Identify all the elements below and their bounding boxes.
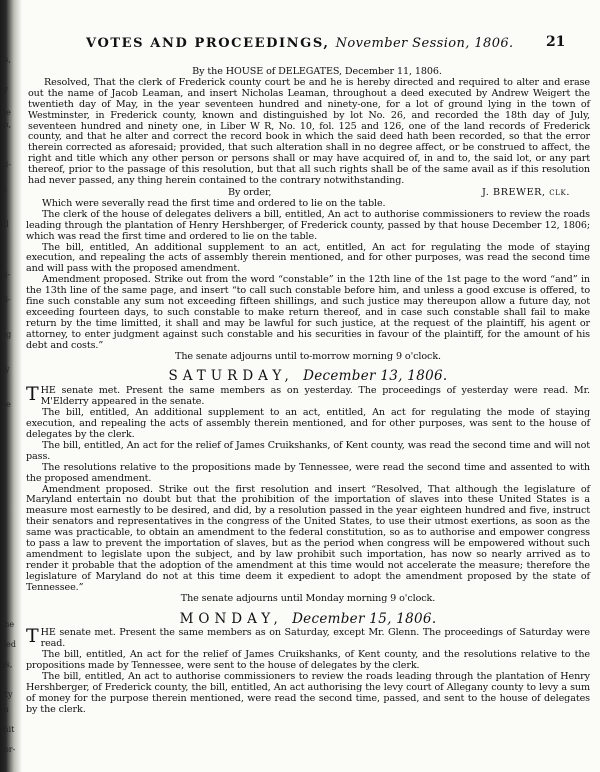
monday-heading xyxy=(26,610,590,627)
margin-fragment: for- xyxy=(1,745,16,754)
delegates-resolution xyxy=(26,67,590,199)
monday-opening xyxy=(26,625,590,650)
margin-fragment: ci- xyxy=(1,295,11,304)
margin-fragments xyxy=(1,0,15,772)
saturday-paragraphs xyxy=(26,408,590,593)
paragraph: Amendment proposed. Strike out from the word “constable” in the 12th line of the 1st page to the word “and” in the 13th line of the same page, and insert “to call such constable before him, and unless a good excuse is offered, to fine such constable any sum not exceeding fifteen shillings, and such justice may thereupon allow a future day, not exceeding fourteen days, to such constable to make return thereof, and in case such constable shall fail to make return by the time limitted, it shall and may be lawful for such justice, at the request of the plaintiff, his agent or attorney, to enter judgment against such constable and his securities in favour of the plaintiff, for the amount of his debt and costs.” xyxy=(26,274,590,351)
monday-opening-text: HE senate met. Present the same members as on Saturday, except Mr. Glenn. The proceedings of Saturday were read. xyxy=(40,627,590,650)
paragraph: The bill, entitled, An additional supplement to an act, entitled, An act for regulating the mode of staying execution, and repealing the acts of assembly therein mentioned, and for other purposes, was sent to the house of delegates by the clerk. xyxy=(26,407,590,440)
margin-fragment: ai- xyxy=(1,160,12,169)
margin-fragment: es, xyxy=(1,660,13,669)
paragraph: The bill, entitled, An act for the relief of James Cruikshanks, of Kent county, was read the second time and will not pass. xyxy=(26,439,590,462)
monday-paragraphs xyxy=(26,650,590,715)
margin-fragment: rty xyxy=(1,690,13,699)
saturday-date: December 13, 1806. xyxy=(303,368,448,385)
paragraph: The bill, entitled, An act for the relief of James Cruikshanks, of Kent county, and the resolutions relative to the propositions made by Tennessee, were sent to the house of delegates by the clerk. xyxy=(26,649,590,672)
dec11-proceedings xyxy=(26,199,590,352)
saturday-heading xyxy=(26,368,590,385)
paragraph: The bill, entitled, An additional supplement to an act, entitled, An act for regulating the mode of staying execution, and repealing the acts of assembly therein mentioned, and for other purposes, was read the second time and will pass with the proposed amendment. xyxy=(26,241,590,275)
monday-date: December 15, 1806. xyxy=(292,610,437,627)
paragraph: Amendment proposed. Strike out the first resolution and insert “Resolved, That although the legislature of Maryland entertain no doubt but that the prohibition of the importation of slaves into these United States is a measure most earnestly to be desired, and did, by a resolution passed in the year eighteen hundred and five, instruct their senators and representatives in the congress of the United States, to use their utmost exertions, as soon as the same was practicable, to obtain an amendment to the federal constitution, so as to authorise and empower congress to pass a law to prevent the importation of slaves, but as the period when congress will be empowered without such amendment to legislate upon the subject, and by law prohibit such importation, has now so nearly arrived as to render it probable that the adoption of the amendment at this time would not accelerate the measure; therefore the legislature of Maryland do not at this time deem it expedient to adopt the amendment proposed by the state of Tennessee.” xyxy=(26,483,590,593)
margin-fragment: lt xyxy=(1,185,7,194)
running-head-title: VOTES AND PROCEEDINGS, xyxy=(86,36,330,51)
running-head xyxy=(86,36,514,51)
drop-cap: T xyxy=(26,625,39,648)
margin-fragment: si- xyxy=(1,270,11,279)
paragraph: The resolutions relative to the propositions made by Tennessee, were read the second time and assented to with the proposed amendment. xyxy=(26,461,590,484)
paragraph: The clerk of the house of delegates delivers a bill, entitled, An act to authorise commissioners to review the roads leading through the plantation of Henry Hershberger, of Frederick county, passed by that house December 12, 1806; which was read the first time and ordered to lie on the table. xyxy=(26,208,590,242)
saturday-opening xyxy=(26,383,590,408)
resolution-text: Resolved, That the clerk of Frederick county court be and he is hereby directed and required to alter and erase out the name of Jacob Leaman, and insert Nicholas Leaman, throughout a deed executed by Andrew Weigert the twentieth day of May, in the year seventeen hundred and ninety-one, for a lot of ground lying in the town of Westminster, in Frederick county, known and distinguished by lot No. 26, and recorded the 18th day of July, seventeen hundred and ninety one, in Liber W R, No. 10, fol. 125 and 126, one of the land records of Frederick county, and that he alter and correct the record book in which the said deed hath been recorded, so that the error therein corrected as aforesaid; provided, that such alteration shall in no degree affect, or be construed to affect, the right and title which any other person or persons shall or may have acquired of, in and to, the said lot, or any part thereof, prior to the passage of this resolution, but that all such rights shall be of the same avail as if this resolution had never passed, any thing herein contained to the contrary notwithstanding. xyxy=(28,76,590,187)
margin-fragment: m, xyxy=(1,120,12,129)
page-header xyxy=(26,0,590,51)
page-content xyxy=(26,0,590,772)
saturday-day: SATURDAY, xyxy=(168,368,294,385)
paragraph: The bill, entitled, An act to authorise commissioners to review the roads leading through the plantation of Henry Hershberger, of Frederick county, the bill, entitled, An act authorising the levy court of Allegany county to levy a sum of money for the purpose therein mentioned, were read the second time, passed, and sent to the house of delegates by the clerk. xyxy=(26,671,590,715)
margin-fragment: ill xyxy=(1,220,9,229)
margin-fragment: he xyxy=(1,108,11,117)
saturday-opening-text: HE senate met. Present the same members as on yesterday. The proceedings of yesterday were read. Mr. M'Elderry appeared in the senate. xyxy=(40,385,590,408)
margin-fragment: ded xyxy=(1,640,16,649)
margin-fragment: mit xyxy=(1,725,15,734)
monday-day: MONDAY, xyxy=(179,610,283,627)
running-head-session: November Session, 1806. xyxy=(335,36,514,51)
page-number: 21 xyxy=(546,34,566,50)
margin-fragment: he xyxy=(1,400,11,409)
margin-fragment: ly xyxy=(1,85,9,94)
adjourn-line-2: The senate adjourns until Monday morning 9 o'clock. xyxy=(180,592,436,604)
paragraph: Which were severally read the first time and ordered to lie on the table. xyxy=(42,197,386,209)
margin-fragment: in xyxy=(1,705,9,714)
margin-fragment: the xyxy=(1,620,15,629)
margin-fragment: ng xyxy=(1,330,12,339)
resolution-lead: By the HOUSE of DELEGATES, December 11, 1806. xyxy=(192,66,442,77)
adjourn-line-1: The senate adjourns until to-morrow morning 9 o'clock. xyxy=(175,350,441,362)
by-order: By order, xyxy=(228,186,272,198)
margin-fragment: sy xyxy=(1,365,10,374)
margin-fragment: ts, xyxy=(1,55,11,64)
clerk-signature: J. BREWER, clk. xyxy=(482,186,570,198)
drop-cap: T xyxy=(26,383,39,406)
